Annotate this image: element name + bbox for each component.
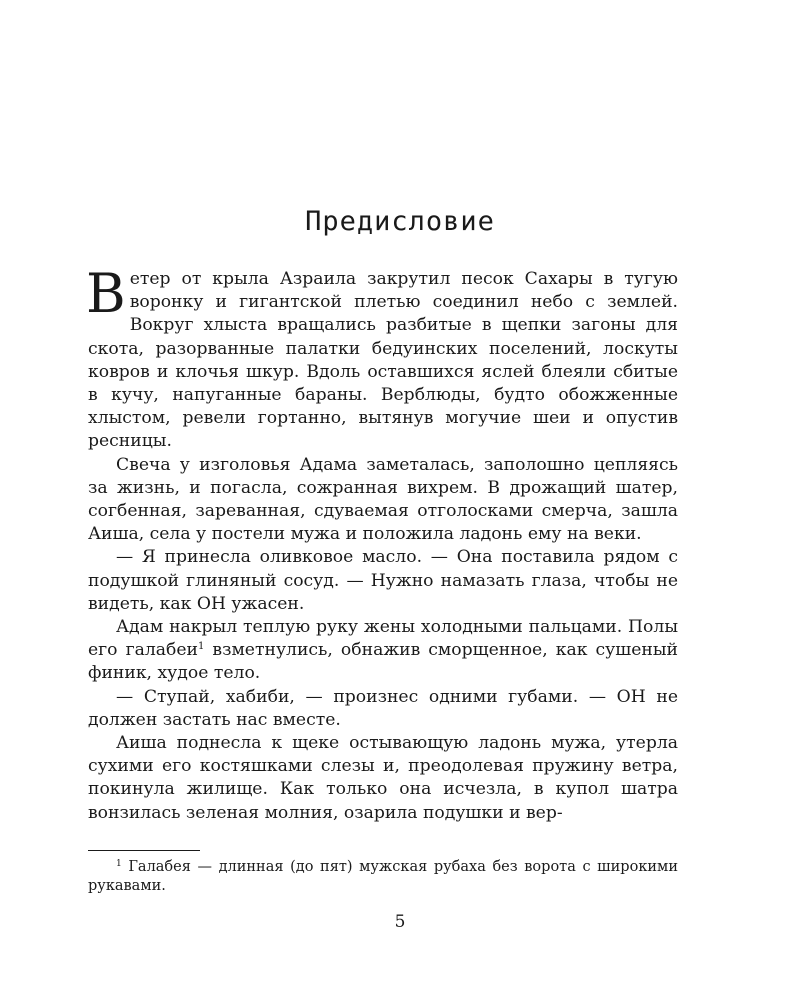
footnote-text: Галабея — длинная (до пят) мужская рубаха без ворота с широкими рукавами. <box>88 859 678 894</box>
paragraph-3: — Я принесла оливковое масло. — Она поставила рядом с подушкой глиняный сосуд. — Нужно намазать глаза, чтобы не видеть, как ОН ужасен. <box>88 547 678 614</box>
page-number: 5 <box>394 912 406 932</box>
footnote-reference: 1 <box>197 641 205 653</box>
paragraph-1-text: етер от крыла Азраила закрутил песок Сахары в тугую воронку и гигантской плетью соединил небо с землей. Вокруг хлыста вращались разбитые в щепки загоны для скота, разорванные палатки бедуинских поселений, лоскуты ковров и клочья шкур. Вдоль оставшихся яслей блеяли сбитые в кучу, напуганные бараны. Верблюды, будто обожженные хлыстом, ревели гортанно, вытянув могучие шеи и опустив ресницы. <box>88 269 678 452</box>
footnote-text-line <box>88 858 678 896</box>
paragraph-1 <box>86 262 678 454</box>
footnote <box>88 858 678 896</box>
footnote-divider <box>88 850 200 851</box>
paragraph-4-text-after: взметнулись, обнажив сморщенное, как сушеный финик, худое тело. <box>88 640 678 684</box>
body-text <box>86 262 678 825</box>
chapter-title: Предисловие <box>305 206 495 237</box>
paragraph-4 <box>88 616 678 686</box>
drop-cap: В <box>86 262 126 325</box>
paragraph-6: Аиша поднесла к щеке остывающую ладонь мужа, утерла сухими его костяшками слезы и, преодолевая пружину ветра, покинула жилище. Как только она исчезла, в купол шатра вонзилась зеленая молния, озарила подушки и вер- <box>88 733 678 823</box>
paragraph-4-text-before: Адам накрыл теплую руку жены холодными пальцами. Полы его галабеи <box>88 617 678 661</box>
paragraph-2: Свеча у изголовья Адама заметалась, заполошно цепляясь за жизнь, и погасла, сожранная вихрем. В дрожащий шатер, согбенная, зареванная, сдуваемая отголосками смерча, зашла Аиша, села у постели мужа и положила ладонь ему на веки. <box>88 454 678 545</box>
footnote-marker: 1 <box>116 859 122 869</box>
paragraph-5: — Ступай, хабиби, — произнес одними губами. — ОН не должен застать нас вместе. <box>88 686 678 730</box>
